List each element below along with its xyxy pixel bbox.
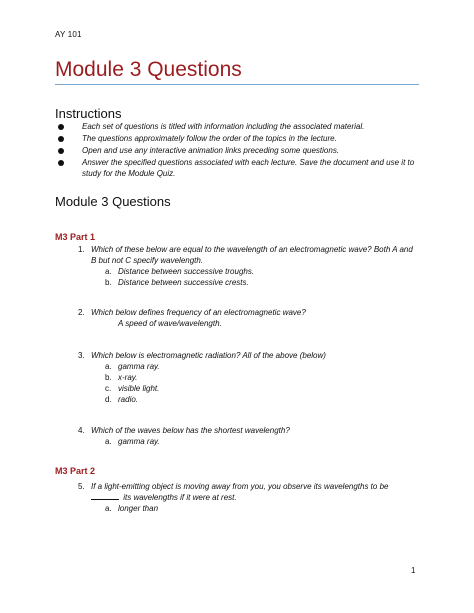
answer-text: A speed of wave/wavelength.: [118, 319, 222, 328]
part-heading: M3 Part 2: [55, 466, 96, 476]
question-text-after: its wavelengths if it were at rest.: [123, 493, 237, 502]
instruction-item: [58, 157, 418, 179]
course-header: AY 101: [55, 30, 82, 39]
question-stem: [78, 307, 418, 318]
instruction-item: [58, 121, 418, 132]
option-letter: a.: [105, 362, 112, 371]
question-stem: [78, 350, 418, 361]
module-heading: Module 3 Questions: [55, 194, 171, 209]
option-item: [105, 266, 418, 277]
question-number: 4.: [78, 426, 85, 435]
option-letter: b.: [105, 373, 112, 382]
option-item: [105, 394, 418, 405]
bullet-icon: [58, 148, 64, 154]
question-stem: [78, 244, 418, 266]
option-letter: b.: [105, 278, 112, 287]
answer-blank: [91, 492, 119, 500]
bullet-icon: [58, 124, 64, 130]
option-text: longer than: [118, 504, 159, 513]
page-title: Module 3 Questions: [55, 58, 242, 81]
instruction-text: The questions approximately follow the order of the topics in the lecture.: [82, 134, 337, 143]
question-text: Which below is electromagnetic radiation? All of the above (below): [91, 351, 326, 360]
option-item: [105, 383, 418, 394]
part-heading: M3 Part 1: [55, 232, 96, 242]
option-item: [105, 372, 418, 383]
question-number: 1.: [78, 245, 85, 254]
option-letter: a.: [105, 267, 112, 276]
option-item: [105, 361, 418, 372]
instructions-list: [58, 121, 418, 180]
question-text: Which of the waves below has the shortest wavelength?: [91, 426, 290, 435]
instruction-text: Open and use any interactive animation links preceding some questions.: [82, 146, 340, 155]
question-number: 2.: [78, 308, 85, 317]
bullet-icon: [58, 136, 64, 142]
instruction-text: Each set of questions is titled with information including the associated material.: [82, 122, 365, 131]
question-stem: [78, 481, 418, 503]
option-item: [105, 436, 418, 447]
page-number: 1: [411, 566, 416, 575]
option-text: radio.: [118, 395, 139, 404]
question-number: 5.: [78, 482, 85, 491]
option-text: Distance between successive troughs.: [118, 267, 255, 276]
option-letter: c.: [105, 384, 112, 393]
option-text: Distance between successive crests.: [118, 278, 249, 287]
option-item: [105, 503, 418, 514]
instruction-item: [58, 145, 418, 156]
instruction-item: [58, 133, 418, 144]
option-text: gamma ray.: [118, 437, 160, 446]
question-1: [78, 244, 418, 288]
question-3: [78, 350, 418, 405]
option-text: x-ray.: [118, 373, 138, 382]
question-4: [78, 425, 418, 447]
option-item: [105, 277, 418, 288]
question-text: Which below defines frequency of an electromagnetic wave?: [91, 308, 306, 317]
instructions-heading: Instructions: [55, 106, 122, 121]
question-number: 3.: [78, 351, 85, 360]
instruction-text: Answer the specified questions associated with each lecture. Save the document and use it to study for the Module Quiz.: [82, 158, 415, 178]
question-text-before: If a light-emitting object is moving away from you, you observe its wavelengths to be: [91, 482, 389, 491]
option-text: visible light.: [118, 384, 160, 393]
bullet-icon: [58, 160, 64, 166]
question-5: [78, 481, 418, 514]
question-text: Which of these below are equal to the wavelength of an electromagnetic wave? Both A and B but not C specify wavelength.: [91, 245, 413, 265]
option-text: gamma ray.: [118, 362, 160, 371]
question-stem: [78, 425, 418, 436]
title-divider: [55, 84, 419, 85]
option-letter: d.: [105, 395, 112, 404]
option-letter: a.: [105, 504, 112, 513]
question-2: [78, 307, 418, 329]
option-letter: a.: [105, 437, 112, 446]
